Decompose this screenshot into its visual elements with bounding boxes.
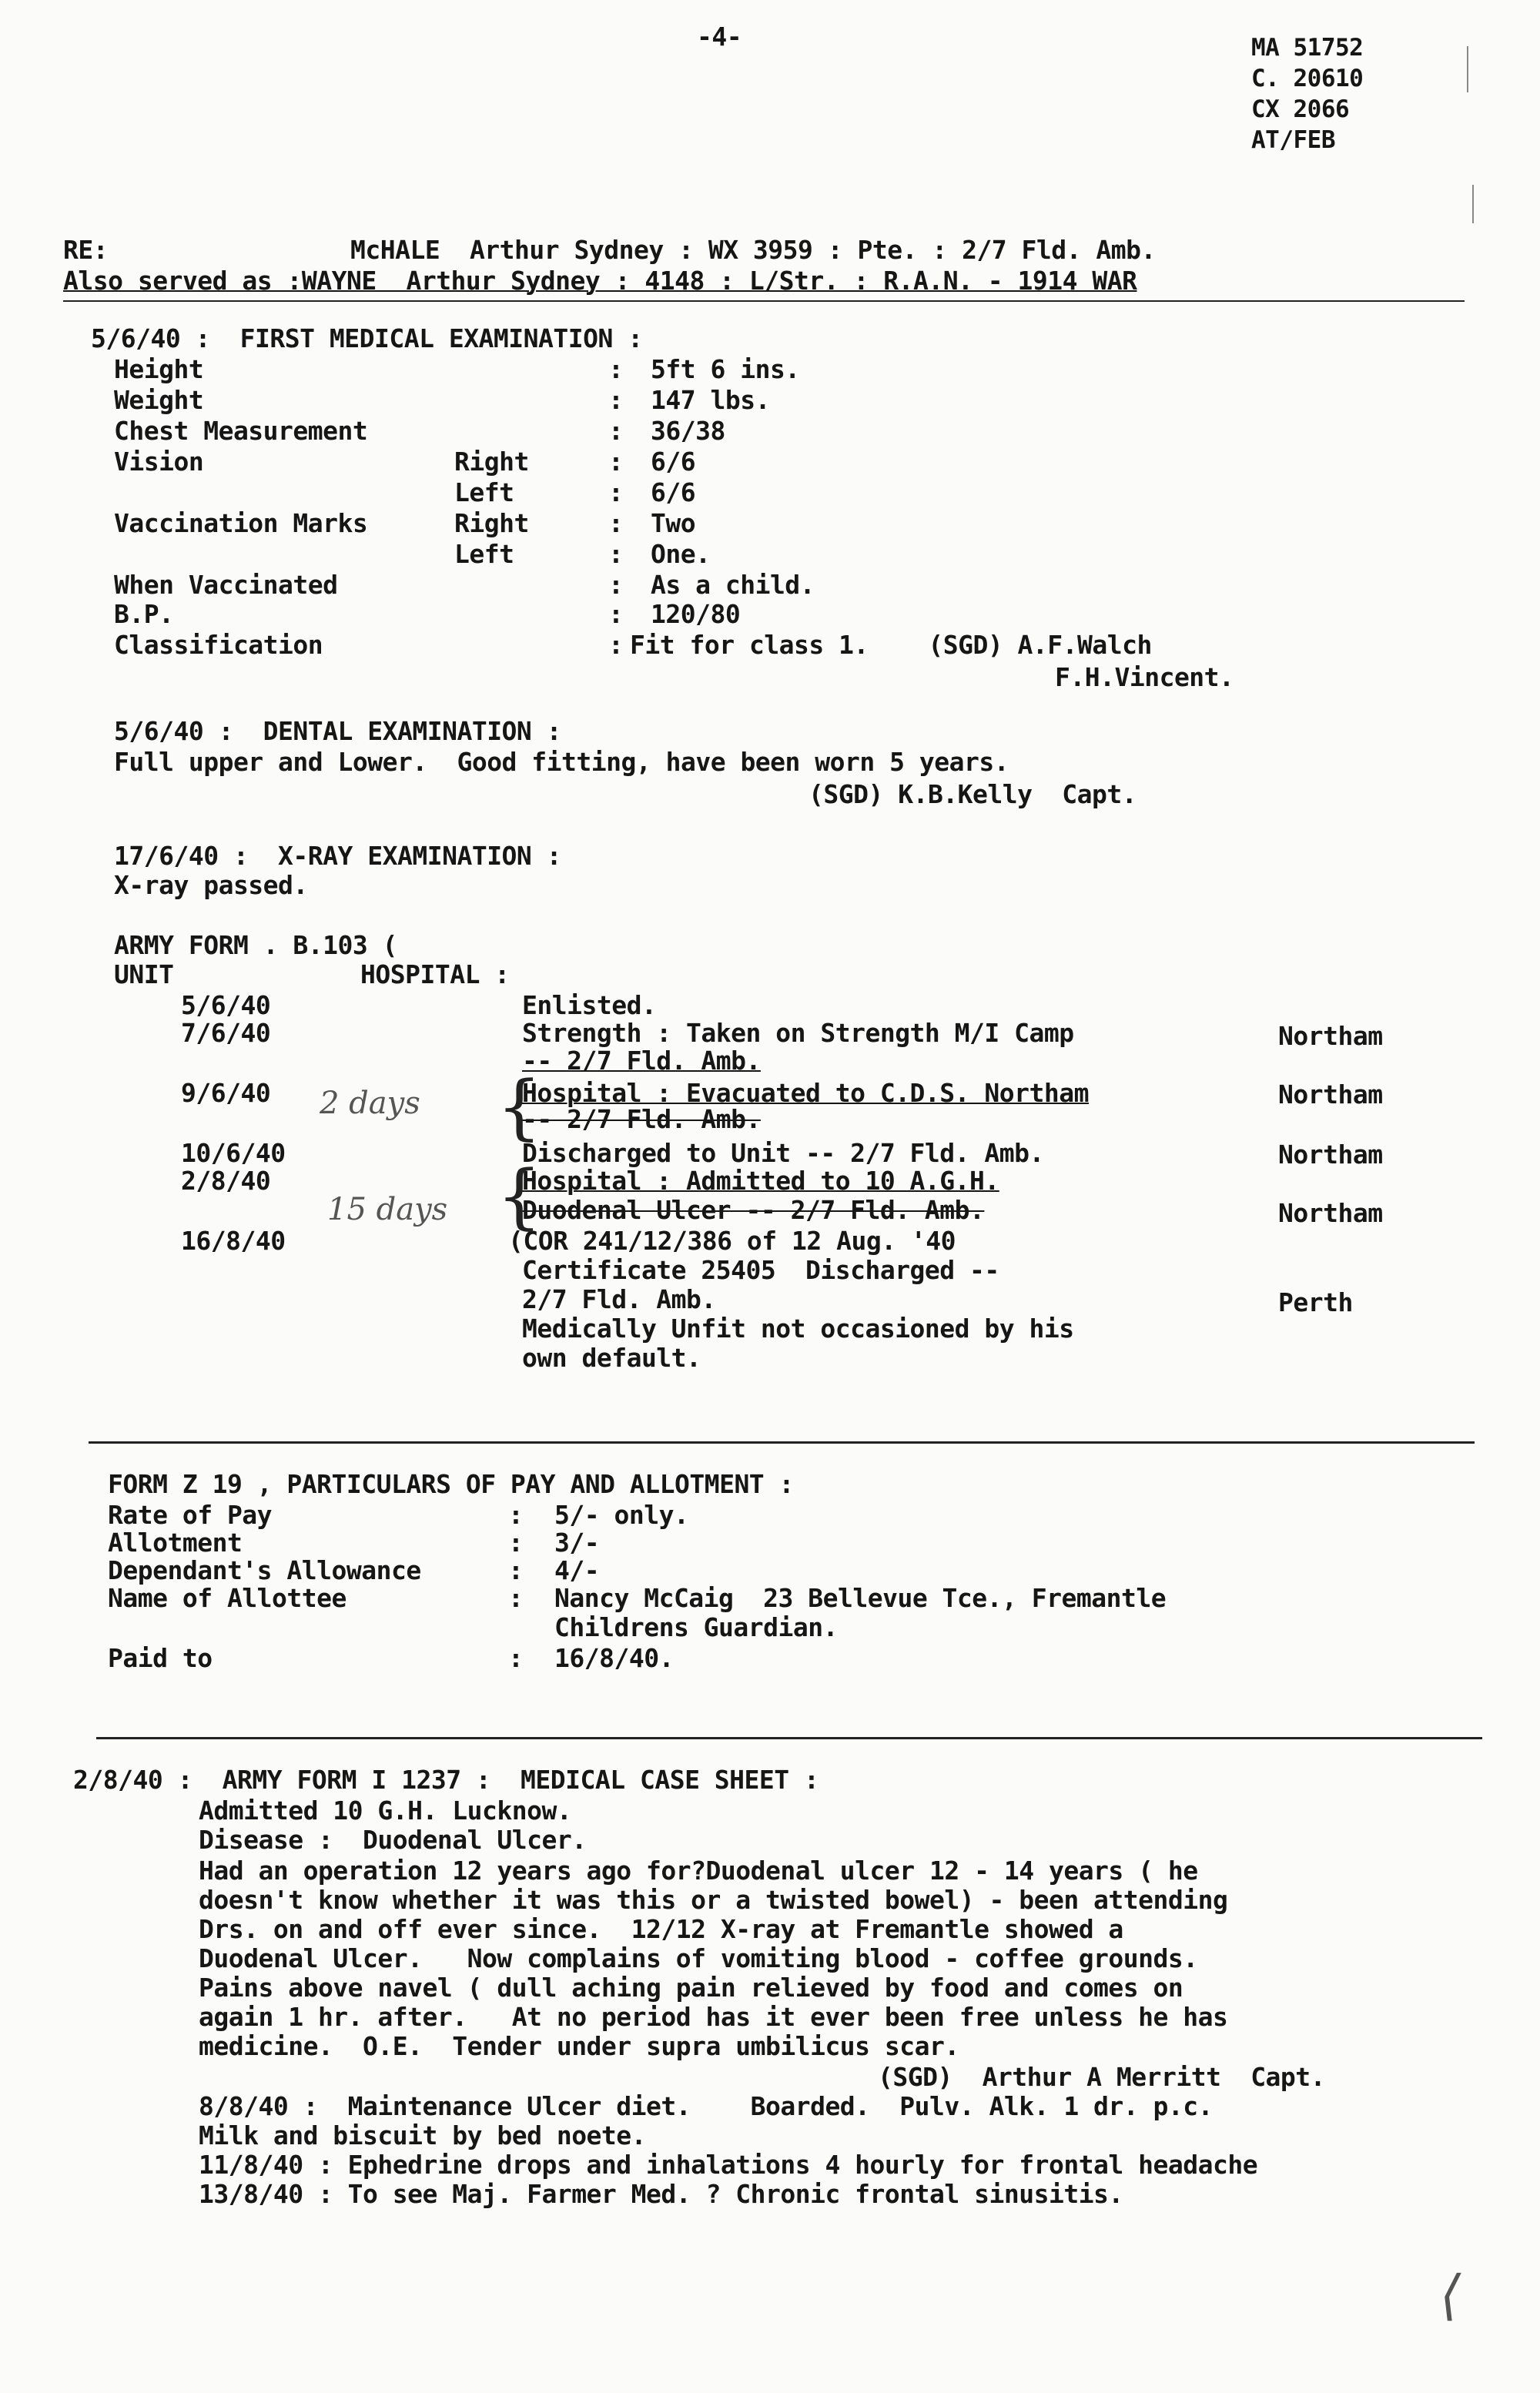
medical-heading: 5/6/40 : FIRST MEDICAL EXAMINATION : xyxy=(91,323,643,353)
medical-value: As a child. xyxy=(651,570,815,600)
medical-colon: : xyxy=(608,539,624,569)
medical-signer-2: F.H.Vincent. xyxy=(1055,662,1234,692)
medical-colon: : xyxy=(608,416,624,446)
pay-label: Paid to xyxy=(108,1643,213,1673)
re-label: RE: xyxy=(63,235,109,265)
case-later-line: 13/8/40 : To see Maj. Farmer Med. ? Chronic frontal sinusitis. xyxy=(199,2179,1123,2209)
armyform-entry: Certificate 25405 Discharged -- xyxy=(522,1255,999,1285)
armyform-date: 9/6/40 xyxy=(181,1078,271,1108)
case-line: again 1 hr. after. At no period has it ever been free unless he has xyxy=(199,2002,1228,2032)
medical-colon: : xyxy=(608,508,624,538)
medical-colon: : xyxy=(608,599,624,629)
section-rule xyxy=(96,1737,1482,1739)
header-rule xyxy=(63,300,1465,302)
armyform-place: Northam xyxy=(1278,1198,1383,1228)
armyform-entry: Strength : Taken on Strength M/I Camp xyxy=(522,1018,1074,1048)
pay-label: Dependant's Allowance xyxy=(108,1555,421,1585)
case-later-line: Milk and biscuit by bed noete. xyxy=(199,2120,647,2150)
armyform-entry: Hospital : Admitted to 10 A.G.H. xyxy=(522,1166,999,1196)
case-line: Had an operation 12 years ago for?Duodenal ulcer 12 - 14 years ( he xyxy=(199,1856,1198,1886)
medical-label: Chest Measurement xyxy=(114,416,368,446)
armyform-title: ARMY FORM . B.103 ( xyxy=(114,930,397,960)
armyform-col-hospital: HOSPITAL : xyxy=(360,959,510,989)
armyform-entry: -- 2/7 Fld. Amb. xyxy=(522,1046,761,1076)
medical-value: 6/6 xyxy=(651,447,696,477)
case-line: Drs. on and off ever since. 12/12 X-ray at Fremantle showed a xyxy=(199,1914,1123,1944)
armyform-date: 16/8/40 xyxy=(181,1226,286,1256)
re-line-1: McHALE Arthur Sydney : WX 3959 : Pte. : 2/7 Fld. Amb. xyxy=(350,235,1156,265)
dental-signature: (SGD) K.B.Kelly Capt. xyxy=(808,779,1137,809)
armyform-place: Northam xyxy=(1278,1140,1383,1170)
armyform-entry: Medically Unfit not occasioned by his xyxy=(522,1314,1074,1344)
pay-colon: : xyxy=(508,1500,524,1530)
pay-label: Name of Allottee xyxy=(108,1583,346,1613)
case-line: doesn't know whether it was this or a twisted bowel) - been attending xyxy=(199,1885,1228,1915)
margin-mark xyxy=(1467,46,1468,92)
medical-label: Weight xyxy=(114,385,204,415)
pay-colon: : xyxy=(508,1583,524,1613)
armyform-date: 7/6/40 xyxy=(181,1018,271,1048)
pay-value: Nancy McCaig 23 Bellevue Tce., Fremantle xyxy=(554,1583,1167,1613)
pay-value: 4/- xyxy=(554,1555,600,1585)
medical-value: 5ft 6 ins. xyxy=(651,354,800,384)
pay-heading: FORM Z 19 , PARTICULARS OF PAY AND ALLOTMENT : xyxy=(108,1469,794,1499)
handwritten-note: 2 days xyxy=(320,1086,420,1121)
medical-label: Classification xyxy=(114,630,323,660)
xray-heading: 17/6/40 : X-RAY EXAMINATION : xyxy=(114,841,562,871)
armyform-date: 2/8/40 xyxy=(181,1166,271,1196)
dental-heading: 5/6/40 : DENTAL EXAMINATION : xyxy=(114,716,562,746)
pay-value: Childrens Guardian. xyxy=(554,1612,838,1642)
ref-line-2: C. 20610 xyxy=(1251,65,1364,92)
re-line-2: Also served as :WAYNE Arthur Sydney : 4148 : L/Str. : R.A.N. - 1914 WAR xyxy=(63,266,1137,296)
pay-value: 5/- only. xyxy=(554,1500,689,1530)
page-number: -4- xyxy=(697,22,742,52)
medical-sub: Right xyxy=(454,447,529,477)
medical-value: Two xyxy=(651,508,696,538)
handwritten-note: 15 days xyxy=(327,1192,448,1227)
pay-label: Allotment xyxy=(108,1528,243,1558)
armyform-col-unit: UNIT xyxy=(114,959,174,989)
armyform-date: 5/6/40 xyxy=(181,990,271,1020)
medical-value: 36/38 xyxy=(651,416,725,446)
armyform-entry: Hospital : Evacuated to C.D.S. Northam xyxy=(522,1078,1089,1108)
armyform-entry: Discharged to Unit -- 2/7 Fld. Amb. xyxy=(522,1138,1044,1168)
armyform-entry: -- 2/7 Fld. Amb. xyxy=(522,1104,761,1134)
medical-colon: : xyxy=(608,477,624,507)
pay-label: Rate of Pay xyxy=(108,1500,273,1530)
armyform-entry: (COR 241/12/386 of 12 Aug. '40 xyxy=(508,1226,956,1256)
medical-value: Fit for class 1. (SGD) A.F.Walch xyxy=(630,630,1152,660)
armyform-date: 10/6/40 xyxy=(181,1138,286,1168)
armyform-entry: 2/7 Fld. Amb. xyxy=(522,1284,716,1314)
ref-line-3: CX 2066 xyxy=(1251,95,1350,123)
case-line: medicine. O.E. Tender under supra umbilicus scar. xyxy=(199,2031,959,2061)
pay-colon: : xyxy=(508,1528,524,1558)
case-line: Duodenal Ulcer. Now complains of vomiting blood - coffee grounds. xyxy=(199,1943,1198,1973)
case-later-line: 11/8/40 : Ephedrine drops and inhalations 4 hourly for frontal headache xyxy=(199,2150,1258,2180)
pay-value: 16/8/40. xyxy=(554,1643,674,1673)
corner-mark: ⟨ xyxy=(1440,2264,1461,2327)
dental-text: Full upper and Lower. Good fitting, have been worn 5 years. xyxy=(114,747,1009,777)
case-signature: (SGD) Arthur A Merritt Capt. xyxy=(878,2062,1326,2092)
case-heading: 2/8/40 : ARMY FORM I 1237 : MEDICAL CASE SHEET : xyxy=(73,1765,819,1795)
medical-value: One. xyxy=(651,539,711,569)
medical-label: Vision xyxy=(114,447,204,477)
armyform-place: Perth xyxy=(1278,1287,1353,1317)
pay-colon: : xyxy=(508,1555,524,1585)
medical-colon: : xyxy=(608,570,624,600)
armyform-entry: own default. xyxy=(522,1343,701,1373)
medical-value: 6/6 xyxy=(651,477,696,507)
medical-sub: Right xyxy=(454,508,529,538)
medical-value: 120/80 xyxy=(651,599,741,629)
medical-sub: Left xyxy=(454,477,514,507)
case-line: Disease : Duodenal Ulcer. xyxy=(199,1825,587,1855)
ref-line-1: MA 51752 xyxy=(1251,34,1364,62)
medical-label: Vaccination Marks xyxy=(114,508,368,538)
armyform-entry: Enlisted. xyxy=(522,990,657,1020)
medical-sub: Left xyxy=(454,539,514,569)
medical-colon: : xyxy=(608,630,624,660)
medical-colon: : xyxy=(608,385,624,415)
margin-mark xyxy=(1472,185,1474,223)
case-later-line: 8/8/40 : Maintenance Ulcer diet. Boarded. Pulv. Alk. 1 dr. p.c. xyxy=(199,2091,1214,2121)
pay-value: 3/- xyxy=(554,1528,600,1558)
medical-colon: : xyxy=(608,354,624,384)
ref-line-4: AT/FEB xyxy=(1251,126,1335,154)
medical-label: B.P. xyxy=(114,599,174,629)
case-line: Admitted 10 G.H. Lucknow. xyxy=(199,1796,572,1826)
medical-value: 147 lbs. xyxy=(651,385,770,415)
pay-colon: : xyxy=(508,1643,524,1673)
medical-colon: : xyxy=(608,447,624,477)
armyform-entry: Duodenal Ulcer -- 2/7 Fld. Amb. xyxy=(522,1195,985,1225)
section-rule xyxy=(89,1441,1475,1444)
armyform-place: Northam xyxy=(1278,1079,1383,1109)
case-line: Pains above navel ( dull aching pain relieved by food and comes on xyxy=(199,1973,1183,2003)
medical-label: When Vaccinated xyxy=(114,570,338,600)
bracket-mark: { xyxy=(497,1155,542,1237)
xray-text: X-ray passed. xyxy=(114,870,308,900)
medical-label: Height xyxy=(114,354,204,384)
bracket-mark: { xyxy=(497,1066,542,1148)
armyform-place: Northam xyxy=(1278,1021,1383,1051)
